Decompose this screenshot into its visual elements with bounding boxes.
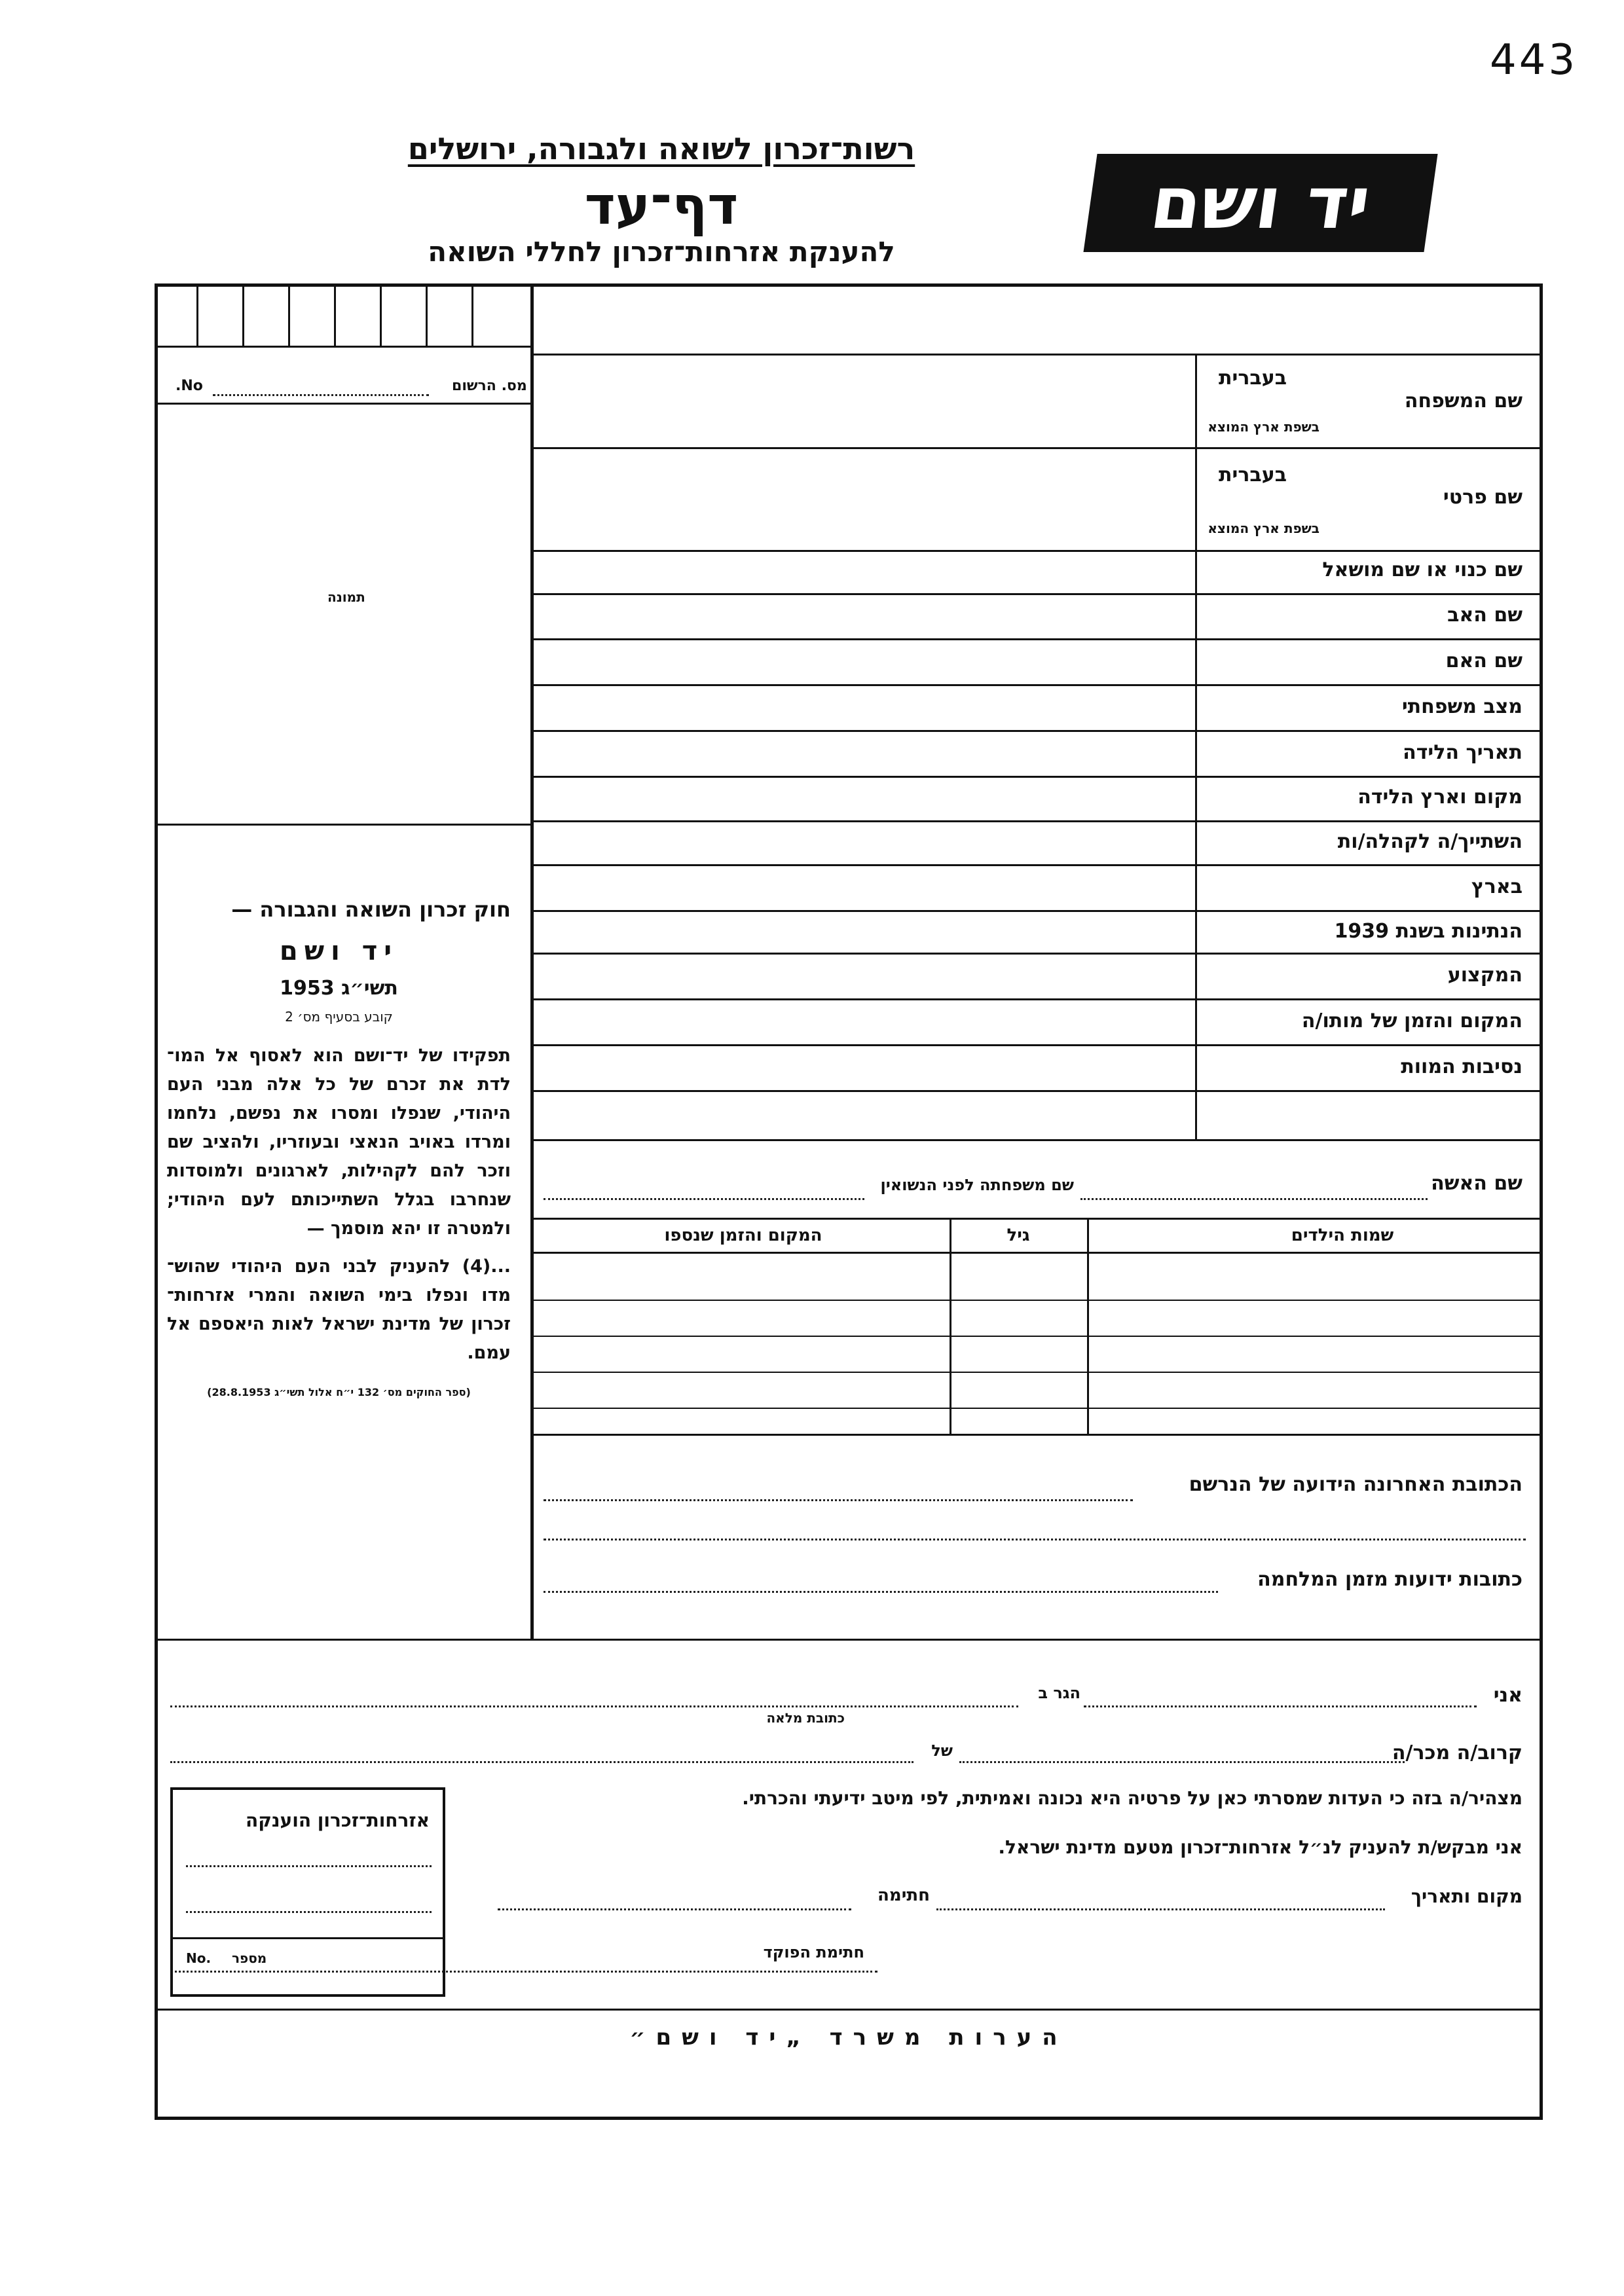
label-place-date: מקום ותאריך — [1411, 1886, 1522, 1907]
label-signature: חתימה — [877, 1886, 930, 1905]
law-name: יד ושם — [279, 936, 399, 966]
row-separator — [530, 910, 1542, 912]
archive-number: 443 — [1490, 36, 1578, 84]
label-citizenship-1939: הנתינות בשנת 1939 — [1334, 920, 1522, 943]
wife-name-line[interactable] — [1080, 1198, 1428, 1200]
label-relative: קרוב/ה מכר/ה — [1392, 1741, 1522, 1764]
father-value[interactable] — [544, 596, 1189, 635]
yad-vashem-logo — [1083, 154, 1437, 252]
certificate-box — [170, 1787, 445, 1997]
office-remarks-title: הערות משרד „יד ושם״ — [629, 2024, 1068, 2050]
label-marital-status: מצב משפחתי — [1401, 695, 1522, 718]
row-separator — [530, 730, 1542, 732]
registry-code-boxes — [157, 287, 530, 348]
label-nickname: שם כנוי או שם מושאל — [1322, 558, 1522, 581]
children-table-top — [530, 1218, 1542, 1220]
row-separator — [530, 593, 1542, 595]
family-name-value[interactable] — [544, 357, 1189, 442]
wartime-address-line[interactable] — [544, 1591, 1218, 1593]
label-wartime-addresses: כתובות ידועות מזמן המלחמה — [1257, 1568, 1522, 1591]
registry-no-label: No. — [175, 378, 203, 394]
signature-line[interactable] — [498, 1908, 851, 1910]
left-column-divider — [530, 287, 534, 1639]
label-residing: הגר ב — [1038, 1684, 1080, 1702]
marital-status-value[interactable] — [544, 687, 1189, 727]
code-box-divider — [288, 287, 290, 346]
declarant-address-line[interactable] — [170, 1705, 1018, 1707]
footer-top-line — [157, 2009, 1542, 2011]
death-circumstances-value[interactable] — [544, 1048, 1189, 1087]
children-header-bottom — [530, 1252, 1542, 1254]
place-date-line[interactable] — [936, 1908, 1385, 1910]
profession-value[interactable] — [544, 956, 1189, 995]
label-origin-language-1: בשפת ארץ המוצא — [1208, 419, 1320, 435]
row-separator — [530, 1090, 1542, 1092]
declaration-statement: מצהיר/ה בזה כי העדות שמסרתי כאן על פרטיה היא נכונה ואמיתית, לפי מיטב ידיעתי והכרתי. — [742, 1787, 1522, 1809]
code-box-divider — [426, 287, 428, 346]
declaration-section-top — [157, 1639, 1542, 1641]
row-separator — [530, 776, 1542, 778]
birth-place-value[interactable] — [544, 779, 1189, 818]
law-source: (ספר החוקים מס׳ 132 י״ח אלול תשי״ג 28.8.1953) — [207, 1386, 471, 1398]
label-wife-name: שם האשה — [1431, 1172, 1522, 1195]
label-community: השתייך/ה לקהלה/ות — [1337, 830, 1522, 853]
certificate-divider — [173, 1937, 443, 1939]
label-officer-signature: חתימת הפוקד — [763, 1943, 864, 1961]
last-known-address-line-2[interactable] — [544, 1539, 1526, 1540]
birth-date-value[interactable] — [544, 733, 1189, 773]
label-family-name: שם המשפחה — [1404, 390, 1522, 412]
citizenship-value[interactable] — [544, 913, 1189, 953]
children-col-divider — [950, 1218, 951, 1434]
law-text-clause-4: ...(4) להעניק לבני העם היהודי שהוש־ מדו ונפלו בימי השואה והמרי אזרחות־ זכרון של מדינת ישראל לאות היאספם אל עמם. — [167, 1256, 511, 1363]
certificate-no-label: No. — [186, 1950, 212, 1966]
law-panel — [167, 897, 511, 1398]
children-row-line — [530, 1336, 1542, 1337]
row-separator — [530, 864, 1542, 866]
children-row-line — [530, 1408, 1542, 1409]
label-first-name: שם פרטי — [1443, 486, 1522, 509]
code-box-divider — [242, 287, 244, 346]
death-place-time-value[interactable] — [544, 1002, 1189, 1041]
label-death-circumstances: נסיבות המוות — [1401, 1055, 1522, 1078]
last-known-address-line-1[interactable] — [544, 1499, 1133, 1501]
certificate-line — [186, 1911, 432, 1913]
label-last-known-address: הכתובת האחרונה הידועה של הנרשם — [1189, 1473, 1522, 1496]
row-separator — [530, 447, 1542, 449]
row-separator — [530, 953, 1542, 955]
row-separator — [530, 1139, 1542, 1141]
label-column-divider — [1195, 354, 1197, 1139]
children-col-divider — [1087, 1218, 1089, 1434]
row-separator — [530, 1044, 1542, 1046]
registry-row-bottom — [157, 403, 530, 405]
row-separator — [530, 638, 1542, 640]
photo-area-bottom — [157, 824, 530, 826]
logo-text: יד ושם — [1145, 161, 1376, 245]
mother-value[interactable] — [544, 642, 1189, 681]
wife-maiden-name-line[interactable] — [544, 1198, 864, 1200]
law-text: תפקידו של יד־ושם הוא לאסוף אל המו־ לדת את זכרם של כל אלה מבני העם היהודי, שנפלו ומסרו את נפשם, נלחמו ומרדו באויב הנאצי ובעוזריו, ולהציב שם וזכר להם לקהילות, לארגונים ולמוסדות שנחרבו בגלל השתייכותם לעם היהודי; ולמטרה זו יהא מוסמך — — [167, 1046, 511, 1239]
form-subtitle: להענקת אזרחות־זכרון לחללי השואה — [428, 236, 895, 268]
law-title: חוק זכרון השואה והגבורה — — [231, 897, 511, 922]
row-separator — [530, 998, 1542, 1000]
label-birth-place: מקום וארץ הלידה — [1357, 786, 1522, 809]
relative-of-line[interactable] — [170, 1761, 913, 1763]
label-origin-language-2: בשפת ארץ המוצא — [1208, 520, 1320, 536]
law-clause: קובע בסעיף מס׳ 2 — [285, 1009, 393, 1025]
declaration-request: אני מבקש/ת להעניק לנ״ל אזרחות־זכרון מטעם מדינת ישראל. — [998, 1836, 1522, 1858]
label-in-hebrew-1: בעברית — [1219, 367, 1287, 390]
law-year: תשי״ג 1953 — [280, 977, 398, 1000]
label-country: בארץ — [1471, 875, 1522, 898]
declarant-name-line[interactable] — [1084, 1705, 1477, 1707]
row-separator — [530, 820, 1542, 822]
code-box-divider — [196, 287, 198, 346]
row-separator — [530, 354, 1542, 355]
registry-reg-label: מס. הרשום — [452, 378, 527, 394]
label-birth-date: תאריך הלידה — [1403, 741, 1522, 764]
label-declarant-i: אני — [1493, 1684, 1522, 1707]
first-name-value[interactable] — [544, 452, 1189, 547]
label-death-place-time: המקום והזמן של מותו/ה — [1301, 1010, 1522, 1032]
certificate-line — [186, 1865, 432, 1867]
form-title: דף־עד — [584, 175, 739, 236]
label-in-hebrew-2: בעברית — [1219, 464, 1287, 486]
certificate-number-label: מספר — [232, 1950, 267, 1966]
children-header-names: שמות הילדים — [1291, 1226, 1394, 1245]
children-header-age: גיל — [1006, 1226, 1030, 1245]
row-separator — [530, 550, 1542, 552]
label-father: שם האב — [1447, 604, 1522, 627]
code-box-divider — [471, 287, 473, 346]
authority-title: רשות־זכרון לשואה ולגבורה, ירושלים — [407, 131, 915, 166]
label-wife-maiden-name: שם משפחתה לפני הנשואין — [880, 1176, 1074, 1194]
label-of: של — [931, 1741, 953, 1760]
relationship-line[interactable] — [959, 1761, 1405, 1763]
registry-number-field — [213, 394, 429, 396]
certificate-title: אזרחות־זכרון הוענקה — [246, 1810, 430, 1831]
row-separator — [530, 684, 1542, 686]
children-row-line — [530, 1372, 1542, 1373]
label-mother: שם האם — [1445, 649, 1522, 672]
label-profession: המקצוע — [1447, 964, 1522, 987]
children-header-place-time: המקום והזמן שנספו — [664, 1226, 822, 1245]
code-box-divider — [334, 287, 336, 346]
photo-label: תמונה — [327, 589, 365, 605]
children-table-bottom — [530, 1434, 1542, 1436]
community-value[interactable] — [544, 824, 1189, 863]
children-row-line — [530, 1300, 1542, 1301]
code-box-divider — [380, 287, 382, 346]
country-value[interactable] — [544, 867, 1189, 907]
label-full-address: כתובת מלאה — [766, 1710, 845, 1726]
